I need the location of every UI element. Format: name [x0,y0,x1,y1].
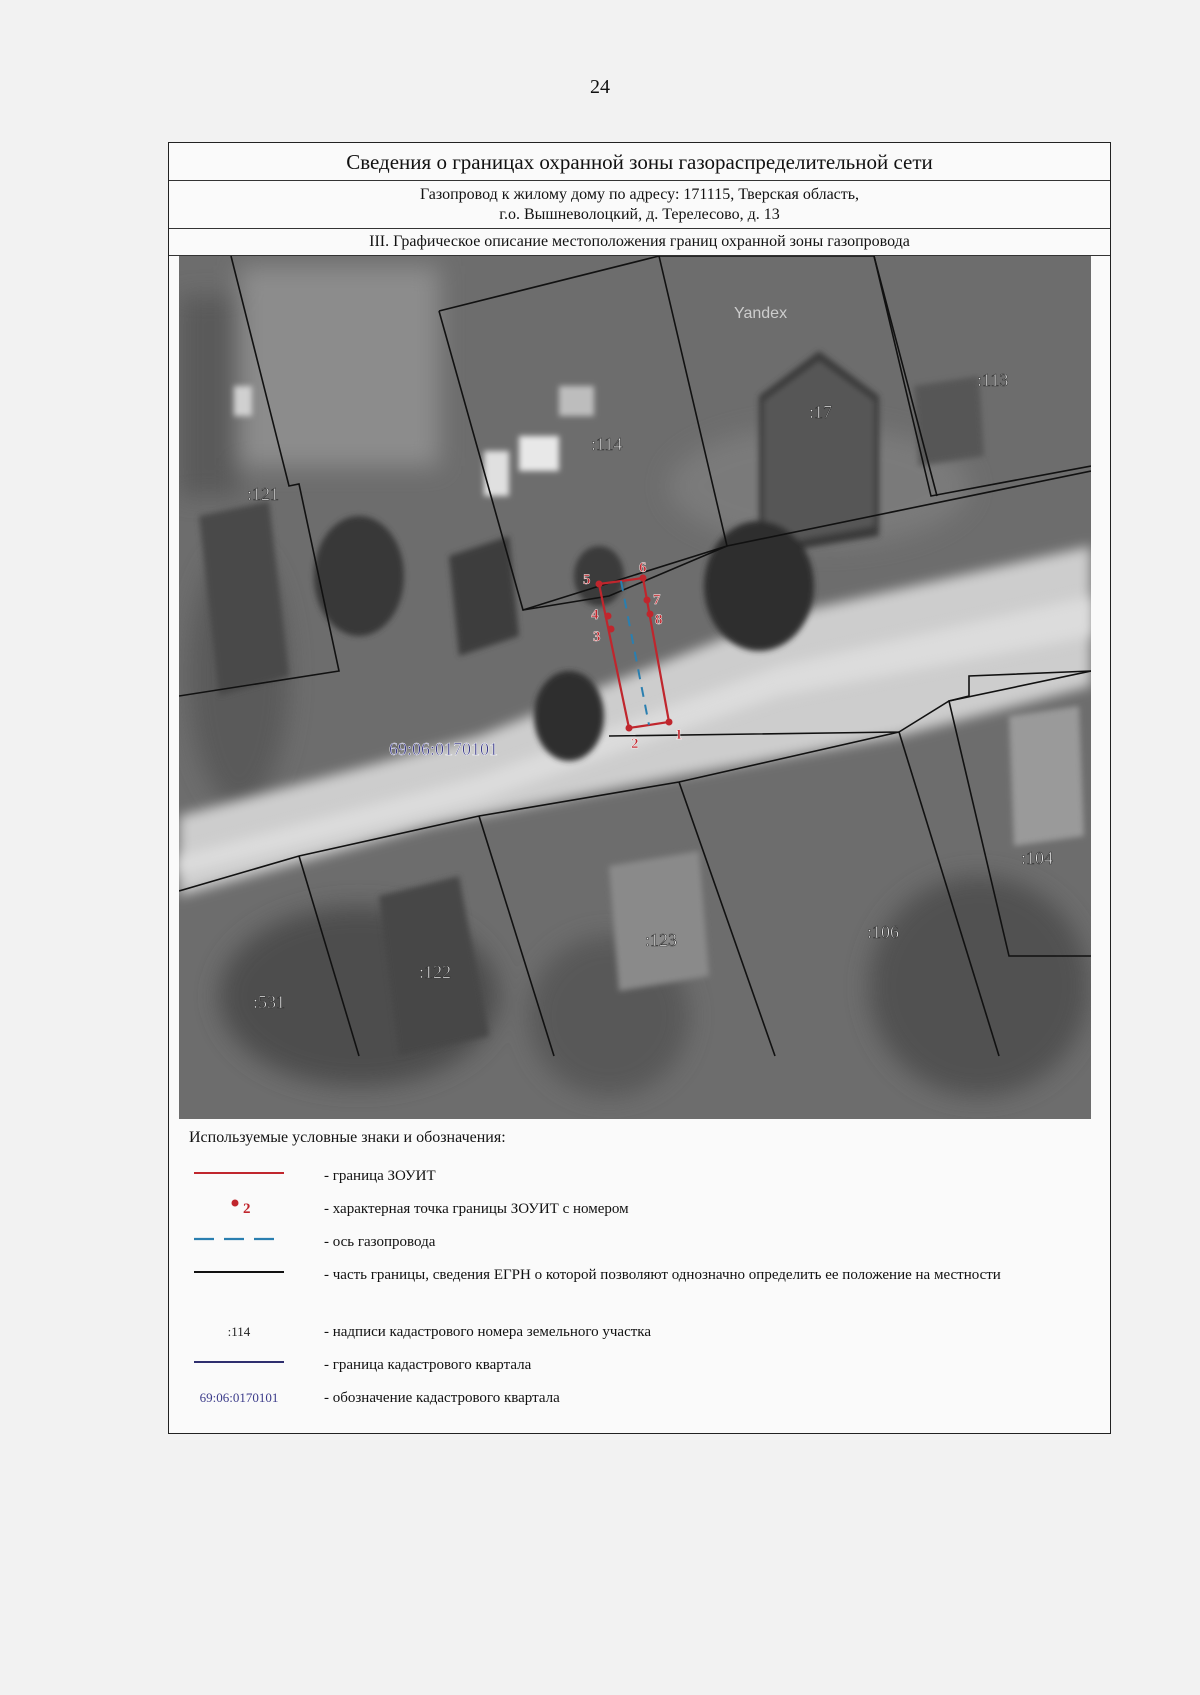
page-number: 24 [590,76,610,98]
parcel-label-531: :531 [253,992,286,1012]
zone-point-label-2: 2 [631,736,639,752]
parcel-label-123: :123 [645,930,678,950]
legend-item-gas-axis [169,1224,1110,1254]
zone-point-label-4: 4 [591,607,599,623]
address-line-2: г.о. Вышневолоцкий, д. Терелесово, д. 13 [499,206,780,223]
zone-point-3 [608,626,615,633]
legend-heading: Используемые условные знаки и обозначения: [189,1129,506,1146]
legend-item-zone-boundary [169,1158,1110,1188]
legend-symbol-black-line [179,1257,299,1287]
map-canvas [179,256,1091,1119]
legend-symbol-blue-dashed-line [179,1224,299,1254]
legend-text: - граница кадастрового квартала [324,1357,532,1373]
legend-quarter-label-sample: 69:06:0170101 [199,1390,279,1405]
legend-text: - надписи кадастрового номера земельного участка [324,1324,652,1340]
legend-text: - ось газопровода [324,1234,436,1250]
legend-symbol-parcel-number [179,1314,299,1344]
zone-point-label-8: 8 [655,612,663,628]
legend-symbol-red-point [179,1191,299,1221]
zone-point-4 [605,613,612,620]
zone-point-7 [644,597,651,604]
legend-text: - граница ЗОУИТ [324,1168,436,1184]
parcel-label-122: :122 [419,962,452,982]
legend-item-quarter-boundary [169,1347,1110,1377]
address-line-1: Газопровод к жилому дому по адресу: 171115, Тверская область, [419,186,860,203]
parcel-label-114: :114 [591,434,623,454]
section-title: III. Графическое описание местоположения границ охранной зоны газопровода [169,229,1110,256]
legend-parcel-number-sample: :114 [227,1324,251,1339]
legend-item-parcel-number [169,1314,1110,1344]
object-address [169,181,1110,229]
zone-point-label-3: 3 [593,629,601,645]
zone-point-5 [596,581,603,588]
parcel-label-113: :113 [977,370,1009,390]
legend-point-number: 2 [243,1201,251,1217]
legend-text: - характерная точка границы ЗОУИТ с номером [324,1201,629,1217]
parcel-label-17: :17 [809,402,833,422]
parcel-label-121: :121 [247,484,280,504]
legend-text: - обозначение кадастрового квартала [324,1390,560,1406]
zone-point-label-7: 7 [653,592,661,608]
legend-text: - часть границы, сведения ЕГРН о которой позволяют однозначно определить ее положение на местности [324,1267,1001,1283]
zone-point-2 [626,725,633,732]
zone-point-label-5: 5 [583,572,591,588]
legend-symbol-navy-line [179,1347,299,1377]
zone-point-8 [647,611,654,618]
zone-point-label-6: 6 [639,560,647,576]
cadastral-quarter-label: 69:06:0170101 [389,739,499,759]
legend-item-quarter-label [169,1380,1110,1410]
zone-point-1 [666,719,673,726]
parcel-label-106: :106 [867,922,900,942]
parcel-label-104: :104 [1021,848,1054,868]
document-frame [168,142,1111,1434]
legend-symbol-quarter-label [179,1380,299,1410]
legend-item-parcel-boundary [169,1257,1110,1309]
yandex-watermark: Yandex [734,305,788,322]
legend-symbol-red-line [179,1158,299,1188]
legend-item-zone-point [169,1191,1110,1221]
zone-point-label-1: 1 [675,727,683,743]
document-title: Сведения о границах охранной зоны газораспределительной сети [169,143,1110,181]
map-view [179,256,1091,1119]
